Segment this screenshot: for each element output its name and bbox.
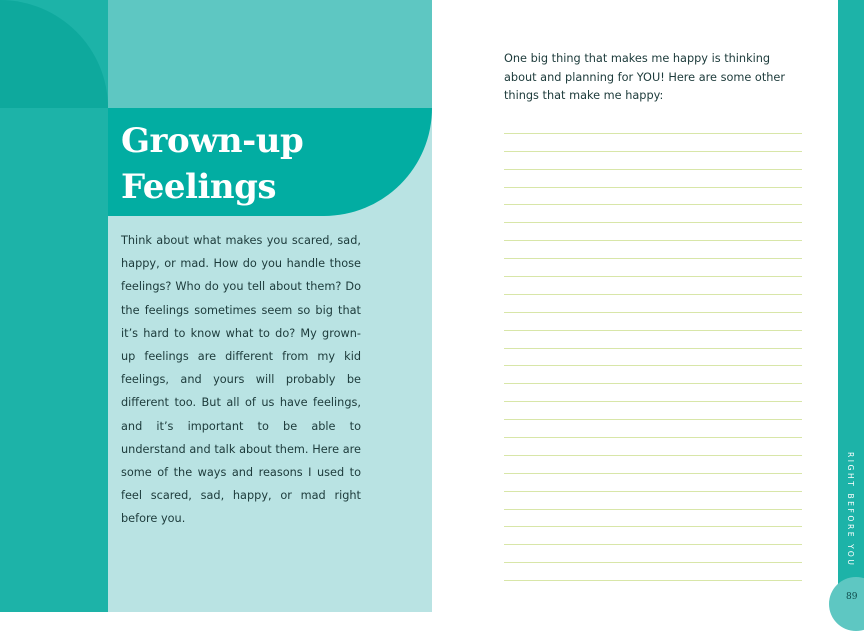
page-number: 89 [846,592,858,602]
writing-line[interactable] [504,456,802,474]
writing-line[interactable] [504,205,802,223]
writing-line[interactable] [504,563,802,581]
title-line-2: Feelings [121,167,277,207]
page-title [121,118,303,210]
writing-line[interactable] [504,474,802,492]
writing-line[interactable] [504,259,802,277]
top-color-band [108,0,432,108]
writing-line[interactable] [504,402,802,420]
writing-lines [504,116,802,581]
writing-line[interactable] [504,188,802,206]
writing-line[interactable] [504,384,802,402]
writing-line[interactable] [504,420,802,438]
writing-line[interactable] [504,331,802,349]
writing-line[interactable] [504,277,802,295]
writing-line[interactable] [504,545,802,563]
writing-line[interactable] [504,492,802,510]
writing-line[interactable] [504,366,802,384]
writing-line[interactable] [504,170,802,188]
writing-line[interactable] [504,241,802,259]
running-head: RIGHT BEFORE YOU [846,452,855,568]
writing-line[interactable] [504,295,802,313]
writing-line[interactable] [504,313,802,331]
writing-line[interactable] [504,510,802,528]
writing-prompt: One big thing that makes me happy is thinking about and planning for YOU! Here are some other things that make me happy: [504,52,786,102]
title-line-1: Grown-up [121,121,304,161]
body-paragraph: Think about what makes you scared, sad, happy, or mad. How do you handle those feelings? Who do you tell about them? Do the feelings sometimes seem so big that it’s hard to know what to do? My grown-up feelings are different from my kid feelings, and yours will probably be different too. But all of us have feelings, and it’s important to be able to understand and talk about them. Here are some of the ways and reasons I used to feel scared, sad, happy, or mad right before you. [121,234,361,526]
writing-line[interactable] [504,438,802,456]
writing-line[interactable] [504,134,802,152]
left-page [0,0,432,612]
writing-line[interactable] [504,223,802,241]
writing-line[interactable] [504,116,802,134]
writing-line[interactable] [504,527,802,545]
writing-line[interactable] [504,349,802,367]
writing-line[interactable] [504,152,802,170]
